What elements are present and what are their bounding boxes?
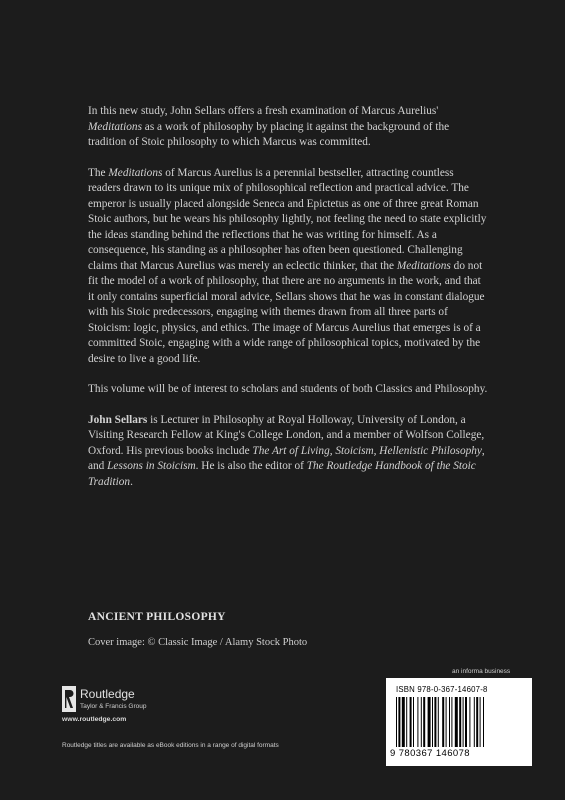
barcode-bar: [406, 697, 407, 747]
author-bio: [88, 413, 488, 491]
series-name: ANCIENT PHILOSOPHY: [88, 611, 226, 623]
routledge-logo-icon: [62, 686, 76, 712]
text: as a work of philosophy by placing it against the background of the tradition of Stoic philosophy to which Marcus was committed.: [88, 120, 450, 148]
book-title: Lessons in Stoicism: [107, 460, 196, 472]
barcode-bar: [410, 697, 412, 747]
text: , and: [88, 444, 485, 472]
barcode-bar: [398, 697, 400, 747]
blurb-paragraph-1: [88, 104, 488, 151]
barcode-bar: [413, 697, 414, 747]
ebook-note: Routledge titles are available as eBook editions in a range of digital formats: [62, 742, 279, 749]
back-cover-blurb: [88, 104, 488, 505]
text: of Marcus Aurelius is a perennial bestseller, attracting countless readers drawn to its unique mix of philosophical reflection and practical advice. The emperor is usually placed alongside Seneca and Epictetus as one of three great Roman Stoic authors, but he wears his philosophy lightly, not feeling the need to state explicitly the ideas standing behind the reflections that he was writing for himself. As a consequence, his standing as a philosopher has often been questioned. Challenging claims that Marcus Aurelius was merely an eclectic thinker, that the: [88, 166, 487, 272]
text: do not fit the model of a work of philosophy, that there are no arguments in the work, and that it only contains superficial moral advice, Sellars shows that he was in constant dialogue with his Stoic predecessors, engaging with themes drawn from all three parts of Stoicism: logic, physics, and ethics. The image of Marcus Aurelius that emerges is of a committed Stoic, engaging with a wide range of philosophical topics, motivated by the desire to live a good life.: [88, 259, 485, 365]
text: The: [88, 166, 109, 179]
barcode-bar: [474, 697, 475, 747]
barcode-bar: [396, 697, 397, 747]
barcode-bar: [442, 697, 444, 747]
barcode-bar: [455, 697, 458, 747]
cover-image-credit: Cover image: © Classic Image / Alamy Stock Photo: [88, 637, 308, 648]
barcode-bar: [449, 697, 450, 747]
barcode-bar: [483, 697, 484, 747]
book-title: The Art of Living, Stoicism, Hellenistic Philosophy: [252, 444, 482, 457]
barcode-bar: [480, 697, 481, 747]
barcode-bar: [432, 697, 433, 747]
barcode-bars: [394, 697, 524, 747]
barcode-bar: [434, 697, 436, 747]
barcode-bar: [446, 697, 447, 747]
barcode-bar: [438, 697, 439, 747]
barcode-bar: [476, 697, 478, 747]
barcode-bar: [459, 697, 461, 747]
blurb-paragraph-2: [88, 166, 488, 368]
book-title: The Routledge Handbook of the Stoic Tradition: [88, 460, 476, 488]
book-title: Meditations: [396, 259, 451, 272]
publisher-group: Taylor & Francis Group: [80, 703, 147, 710]
isbn-barcode: [386, 678, 532, 766]
barcode-number: 9 780367 146078: [390, 748, 470, 759]
text: In this new study, John Sellars offers a fresh examination of Marcus Aurelius': [88, 105, 439, 117]
text: . He is also the editor of: [195, 460, 307, 472]
blurb-paragraph-3: This volume will be of interest to scholars and students of both Classics and Philosophy.: [88, 383, 488, 395]
text: is Lecturer in Philosophy at Royal Holloway, University of London, a Visiting Research Fellow at King's College London, and a member of Wolfson College, Oxford. His previous books include: [88, 413, 485, 457]
barcode-bar: [463, 697, 464, 747]
book-title: Meditations: [88, 120, 142, 133]
publisher-name: Routledge: [80, 687, 135, 701]
barcode-bar: [469, 697, 470, 747]
publisher-url: www.routledge.com: [62, 716, 127, 723]
barcode-bar: [402, 697, 405, 747]
barcode-bar: [421, 697, 422, 747]
isbn-label: ISBN 978-0-367-14607-8: [396, 685, 488, 694]
author-name: John Sellars: [88, 413, 148, 426]
book-title: Meditations: [108, 166, 163, 179]
text: .: [130, 475, 133, 488]
barcode-bar: [423, 697, 425, 747]
barcode-bar: [451, 697, 452, 747]
barcode-bar: [428, 697, 431, 747]
informa-tagline: an informa business: [452, 668, 511, 675]
barcode-bar: [465, 697, 467, 747]
barcode-bar: [417, 697, 418, 747]
